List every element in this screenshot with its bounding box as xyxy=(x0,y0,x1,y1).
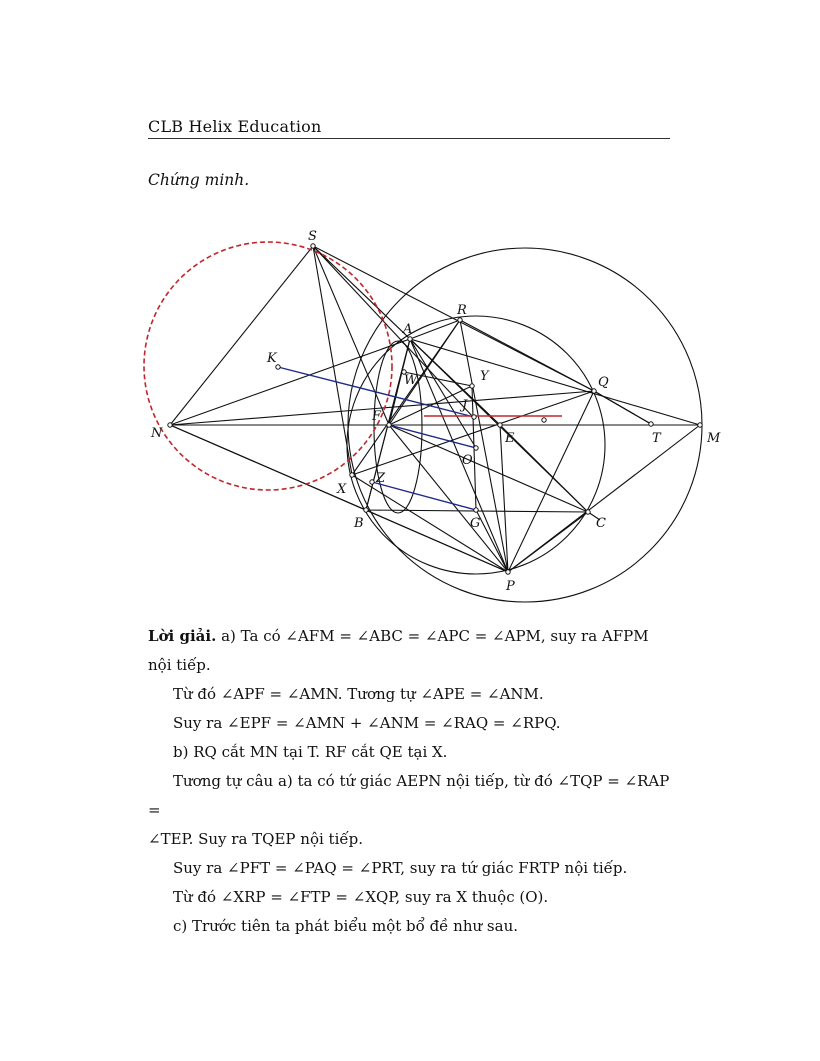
label-q: Q xyxy=(598,375,609,390)
label-c: C xyxy=(596,516,606,531)
label-t: T xyxy=(652,431,661,446)
label-w: W xyxy=(404,373,418,388)
solution-line-1 xyxy=(148,622,673,651)
header-title: CLB Helix Education xyxy=(148,117,322,136)
solution-line-10: c) Trước tiên ta phát biểu một bổ đề như sau. xyxy=(173,917,518,935)
label-m: M xyxy=(707,431,721,446)
solution-line-9: Từ đó ∠XRP = ∠FTP = ∠XQP, suy ra X thuộc (O). xyxy=(173,888,549,906)
label-e: E xyxy=(505,431,515,446)
label-n: N xyxy=(151,426,163,441)
label-a: A xyxy=(403,322,413,337)
label-g: G xyxy=(470,516,481,531)
solution-text xyxy=(148,622,673,941)
solution-line-6: Tương tự câu a) ta có tứ giác AEPN nội tiếp, từ đó ∠TQP = ∠RAP = xyxy=(148,772,670,819)
solution-line-1-text: a) Ta có ∠AFM = ∠ABC = ∠APC = ∠APM, suy ra AFPM xyxy=(221,627,649,645)
label-o: O xyxy=(462,453,473,468)
solution-line-4: Suy ra ∠EPF = ∠AMN + ∠ANM = ∠RAQ = ∠RPQ. xyxy=(173,714,561,732)
circle-o xyxy=(347,316,605,574)
label-s: S xyxy=(308,229,317,244)
label-b: B xyxy=(354,516,364,531)
solution-line-8: Suy ra ∠PFT = ∠PAQ = ∠PRT, suy ra tứ giác FRTP nội tiếp. xyxy=(173,859,628,877)
label-x: X xyxy=(337,482,347,497)
solution-line-2: nội tiếp. xyxy=(148,656,211,674)
proof-label: Chứng minh. xyxy=(148,171,250,189)
circle-dashed-red xyxy=(144,242,392,490)
solution-line-7: ∠TEP. Suy ra TQEP nội tiếp. xyxy=(148,830,363,848)
label-p: P xyxy=(506,579,515,594)
label-j: J xyxy=(462,398,468,413)
solution-line-5: b) RQ cắt MN tại T. RF cắt QE tại X. xyxy=(173,743,448,761)
label-z: Z xyxy=(376,471,386,486)
label-r: R xyxy=(457,303,467,318)
solution-line-3: Từ đó ∠APF = ∠AMN. Tương tự ∠APE = ∠ANM. xyxy=(173,685,544,703)
label-y: Y xyxy=(480,369,489,384)
label-f: F xyxy=(372,409,382,424)
label-k: K xyxy=(267,351,277,366)
solution-heading: Lời giải. xyxy=(148,627,217,645)
